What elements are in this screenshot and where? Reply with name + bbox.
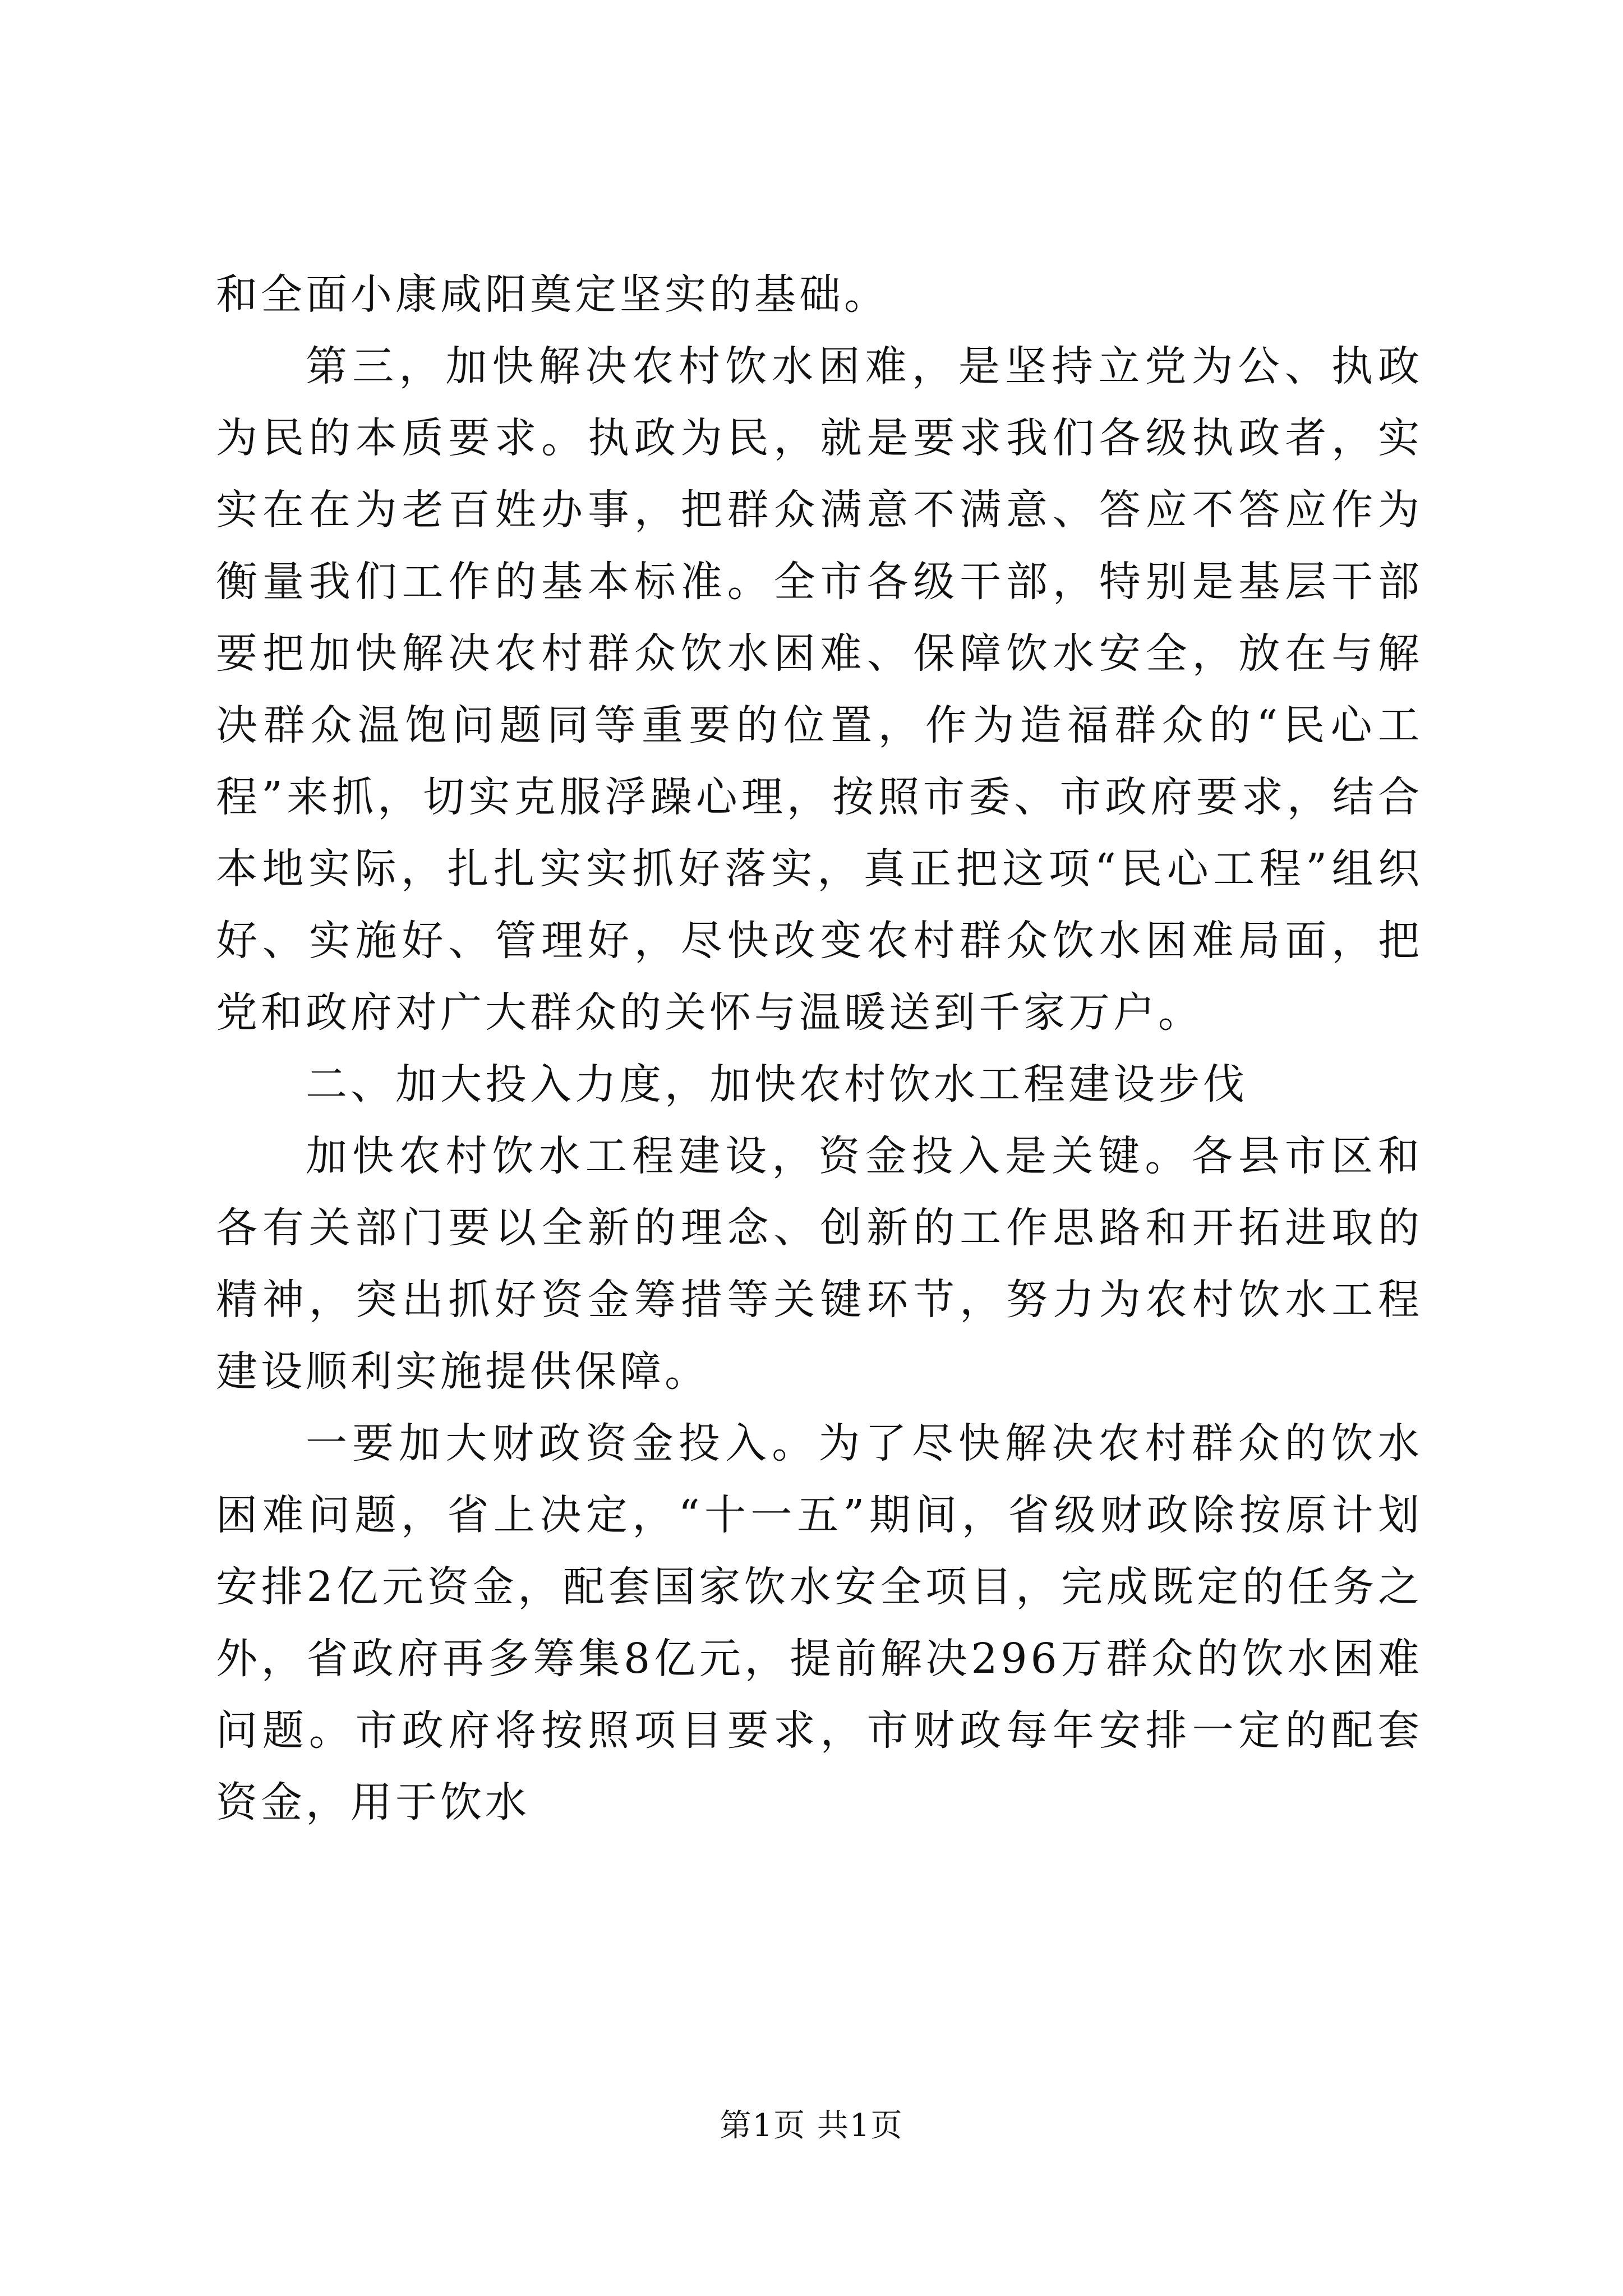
page-footer: 第1页 共1页 [720, 2108, 903, 2144]
paragraph-funding-key: 加快农村饮水工程建设，资金投入是关键。各县市区和各有关部门要以全新的理念、创新的工作思路和开拓进取的精神，突出抓好资金筹措等关键环节，努力为农村饮水工程建设顺利实施提供保障。 [216, 1132, 1423, 1396]
document-body [216, 259, 1423, 1838]
section-heading-two: 二、加大投入力度，加快农村饮水工程建设步伐 [306, 1060, 1248, 1108]
paragraph-third-point: 第三，加快解决农村饮水困难，是坚持立党为公、执政为民的本质要求。执政为民，就是要求我们各级执政者，实实在在为老百姓办事，把群众满意不满意、答应不答应作为衡量我们工作的基本标准。全市各级干部，特别是基层干部要把加快解决农村群众饮水困难、保障饮水安全，放在与解决群众温饱问题同等重要的位置，作为造福群众的“民心工程”来抓，切实克服浮躁心理，按照市委、市政府要求，结合本地实际，扎扎实实抓好落实，真正把这项“民心工程”组织好、实施好、管理好，尽快改变农村群众饮水困难局面，把党和政府对广大群众的关怀与温暖送到千家万户。 [216, 342, 1423, 1037]
paragraph-continuation: 和全面小康咸阳奠定坚实的基础。 [216, 270, 889, 319]
paragraph-fiscal-investment: 一要加大财政资金投入。为了尽快解决农村群众的饮水困难问题，省上决定，“十一五”期间，省级财政除按原计划安排2亿元资金，配套国家饮水安全项目，完成既定的任务之外，省政府再多筹集8亿元，提前解决296万群众的饮水困难问题。市政府将按照项目要求，市财政每年安排一定的配套资金，用于饮水 [216, 1419, 1423, 1826]
